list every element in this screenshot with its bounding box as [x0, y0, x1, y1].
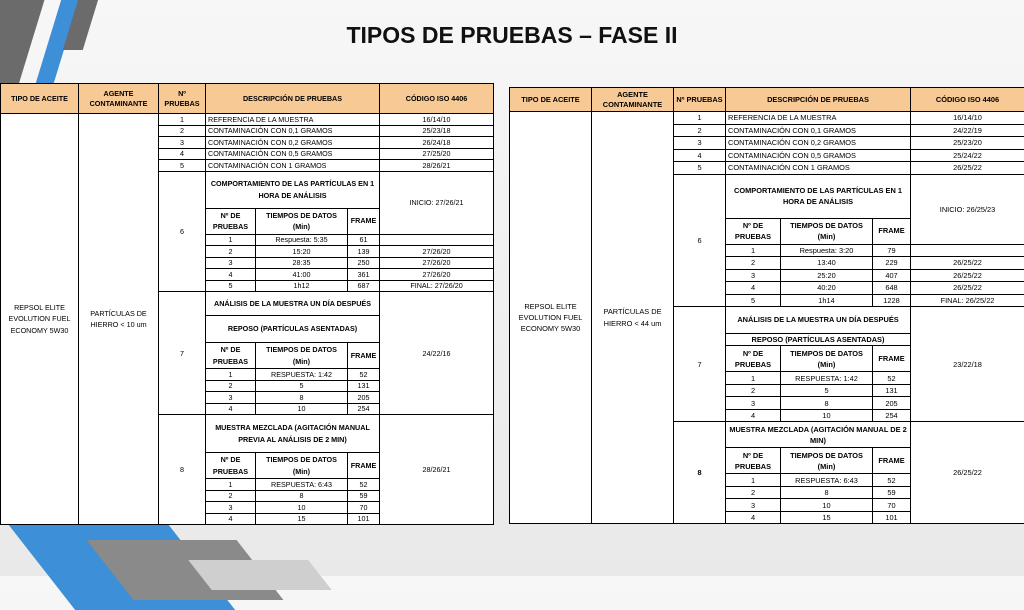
subheader-num-pruebas: Nº DE PRUEBAS — [726, 218, 781, 244]
subheader-tiempos: TIEMPOS DE DATOS (Min) — [781, 218, 873, 244]
frame-value: 254 — [348, 403, 380, 415]
time-value: 10 — [781, 409, 873, 422]
iso-code — [380, 234, 494, 246]
header-tipo-aceite: TIPO DE ACEITE — [1, 84, 79, 114]
test-description: CONTAMINACIÓN CON 0,5 GRAMOS — [726, 149, 911, 162]
header-num-pruebas: Nº PRUEBAS — [674, 88, 726, 112]
frame-value: 61 — [348, 234, 380, 246]
frame-value: 205 — [348, 392, 380, 404]
test-subtitle: REPOSO (PARTÍCULAS ASENTADAS) — [206, 316, 380, 343]
test-number: 5 — [159, 160, 206, 172]
iso-code: 25/23/20 — [911, 137, 1024, 150]
time-value: 28:35 — [256, 257, 348, 269]
header-agente: AGENTE CONTAMINANTE — [79, 84, 159, 114]
subheader-frame: FRAME — [348, 343, 380, 369]
test-title: ANÁLISIS DE LA MUESTRA UN DÍA DESPUÉS — [726, 307, 911, 334]
iso-code: INICIO: 26/25/23 — [911, 174, 1024, 244]
test-description: CONTAMINACIÓN CON 0,1 GRAMOS — [726, 124, 911, 137]
time-value: RESPUESTA: 6:43 — [781, 474, 873, 487]
sub-test-number: 3 — [206, 257, 256, 269]
decorative-stripe — [188, 560, 331, 590]
frame-value: 52 — [873, 372, 911, 385]
oil-type: REPSOL ELITE EVOLUTION FUEL ECONOMY 5W30 — [1, 114, 79, 525]
test-number: 4 — [159, 148, 206, 160]
time-value: RESPUESTA: 1:42 — [781, 372, 873, 385]
test-number: 5 — [674, 162, 726, 175]
test-title: MUESTRA MEZCLADA (AGITACIÓN MANUAL DE 2 MIN) — [726, 422, 911, 448]
iso-code: 26/25/22 — [911, 269, 1024, 282]
header-codigo-iso: CÓDIGO ISO 4406 — [380, 84, 494, 114]
subheader-num-pruebas: Nº DE PRUEBAS — [726, 346, 781, 372]
test-number: 2 — [674, 124, 726, 137]
sub-test-number: 3 — [206, 502, 256, 514]
sub-test-number: 4 — [206, 403, 256, 415]
time-value: 8 — [256, 392, 348, 404]
time-value: 40:20 — [781, 282, 873, 295]
time-value: Respuesta: 5:35 — [256, 234, 348, 246]
test-description: CONTAMINACIÓN CON 0,2 GRAMOS — [206, 137, 380, 149]
sub-test-number: 4 — [726, 409, 781, 422]
iso-code: 27/26/20 — [380, 257, 494, 269]
frame-value: 52 — [873, 474, 911, 487]
time-value: 5 — [781, 384, 873, 397]
frame-value: 52 — [348, 479, 380, 491]
header-row — [510, 88, 1024, 112]
sub-test-number: 4 — [206, 269, 256, 281]
subheader-frame: FRAME — [348, 208, 380, 234]
subheader-frame: FRAME — [348, 453, 380, 479]
sub-test-number: 5 — [726, 294, 781, 307]
time-value: 8 — [781, 397, 873, 410]
sub-test-number: 3 — [726, 397, 781, 410]
frame-value: 131 — [873, 384, 911, 397]
iso-code: 28/26/21 — [380, 415, 494, 525]
subheader-tiempos: TIEMPOS DE DATOS (Min) — [256, 343, 348, 369]
sub-test-number: 1 — [206, 479, 256, 491]
test-number: 8 — [159, 415, 206, 525]
test-number: 6 — [674, 174, 726, 307]
test-number: 7 — [159, 292, 206, 415]
test-title: COMPORTAMIENTO DE LAS PARTÍCULAS EN 1 HORA DE ANÁLISIS — [726, 174, 911, 218]
test-description: CONTAMINACIÓN CON 0,1 GRAMOS — [206, 125, 380, 137]
sub-test-number: 1 — [726, 474, 781, 487]
sub-test-number: 2 — [206, 490, 256, 502]
frame-value: 59 — [873, 486, 911, 499]
test-description: CONTAMINACIÓN CON 1 GRAMOS — [206, 160, 380, 172]
iso-code: 25/23/18 — [380, 125, 494, 137]
sub-test-number: 3 — [726, 269, 781, 282]
iso-code: FINAL: 26/25/22 — [911, 294, 1024, 307]
test-description: REFERENCIA DE LA MUESTRA — [206, 114, 380, 126]
test-title: COMPORTAMIENTO DE LAS PARTÍCULAS EN 1 HORA DE ANÁLISIS — [206, 171, 380, 208]
iso-code: 26/25/22 — [911, 162, 1024, 175]
sub-test-number: 1 — [206, 369, 256, 381]
iso-code: 24/22/19 — [911, 124, 1024, 137]
sub-test-number: 1 — [206, 234, 256, 246]
sub-test-number: 2 — [726, 257, 781, 270]
frame-value: 101 — [348, 513, 380, 525]
test-number: 7 — [674, 307, 726, 422]
page-title: TIPOS DE PRUEBAS – FASE II — [0, 22, 1024, 49]
time-value: RESPUESTA: 1:42 — [256, 369, 348, 381]
iso-code: 16/14/10 — [911, 112, 1024, 125]
test-number: 1 — [674, 112, 726, 125]
frame-value: 254 — [873, 409, 911, 422]
subheader-num-pruebas: Nº DE PRUEBAS — [206, 453, 256, 479]
test-number: 2 — [159, 125, 206, 137]
frame-value: 250 — [348, 257, 380, 269]
frame-value: 101 — [873, 511, 911, 524]
sub-test-number: 2 — [206, 380, 256, 392]
iso-code — [911, 244, 1024, 257]
iso-code: 26/25/22 — [911, 257, 1024, 270]
subheader-tiempos: TIEMPOS DE DATOS (Min) — [256, 453, 348, 479]
test-description: REFERENCIA DE LA MUESTRA — [726, 112, 911, 125]
oil-type: REPSOL ELITE EVOLUTION FUEL ECONOMY 5W30 — [510, 112, 592, 524]
frame-value: 229 — [873, 257, 911, 270]
test-description: CONTAMINACIÓN CON 1 GRAMOS — [726, 162, 911, 175]
sub-test-number: 1 — [726, 244, 781, 257]
table-row — [1, 114, 494, 126]
test-description: CONTAMINACIÓN CON 0,2 GRAMOS — [726, 137, 911, 150]
subheader-num-pruebas: Nº DE PRUEBAS — [206, 208, 256, 234]
header-row — [1, 84, 494, 114]
sub-test-number: 2 — [206, 246, 256, 258]
header-tipo-aceite: TIPO DE ACEITE — [510, 88, 592, 112]
time-value: 5 — [256, 380, 348, 392]
sub-test-number: 3 — [206, 392, 256, 404]
frame-value: 131 — [348, 380, 380, 392]
table-row — [510, 112, 1024, 125]
header-codigo-iso: CÓDIGO ISO 4406 — [911, 88, 1024, 112]
frame-value: 687 — [348, 280, 380, 292]
test-number: 3 — [159, 137, 206, 149]
sub-test-number: 2 — [726, 384, 781, 397]
subheader-frame: FRAME — [873, 346, 911, 372]
frame-value: 70 — [873, 499, 911, 512]
frame-value: 648 — [873, 282, 911, 295]
subheader-tiempos: TIEMPOS DE DATOS (Min) — [256, 208, 348, 234]
sub-test-number: 1 — [726, 372, 781, 385]
time-value: 1h14 — [781, 294, 873, 307]
test-number: 8 — [674, 422, 726, 524]
frame-value: 139 — [348, 246, 380, 258]
time-value: 15 — [781, 511, 873, 524]
subheader-num-pruebas: Nº DE PRUEBAS — [206, 343, 256, 369]
iso-code: 27/26/20 — [380, 269, 494, 281]
iso-code: 23/22/18 — [911, 307, 1024, 422]
header-agente: AGENTE CONTAMINANTE — [592, 88, 674, 112]
header-descripcion: DESCRIPCIÓN DE PRUEBAS — [726, 88, 911, 112]
header-descripcion: DESCRIPCIÓN DE PRUEBAS — [206, 84, 380, 114]
test-subtitle: REPOSO (PARTÍCULAS ASENTADAS) — [726, 334, 911, 346]
iso-code: 28/26/21 — [380, 160, 494, 172]
subheader-tiempos: TIEMPOS DE DATOS (Min) — [781, 448, 873, 474]
subheader-frame: FRAME — [873, 448, 911, 474]
test-description: CONTAMINACIÓN CON 0,5 GRAMOS — [206, 148, 380, 160]
iso-code: 16/14/10 — [380, 114, 494, 126]
time-value: 15:20 — [256, 246, 348, 258]
frame-value: 407 — [873, 269, 911, 282]
iso-code: 25/24/22 — [911, 149, 1024, 162]
subheader-tiempos: TIEMPOS DE DATOS (Min) — [781, 346, 873, 372]
test-table-right — [509, 87, 1024, 524]
time-value: RESPUESTA: 6:43 — [256, 479, 348, 491]
sub-test-number: 5 — [206, 280, 256, 292]
time-value: 8 — [256, 490, 348, 502]
frame-value: 52 — [348, 369, 380, 381]
test-title: MUESTRA MEZCLADA (AGITACIÓN MANUAL PREVIA AL ANÁLISIS DE 2 MIN) — [206, 415, 380, 453]
test-number: 3 — [674, 137, 726, 150]
iso-code: 26/24/18 — [380, 137, 494, 149]
time-value: 25:20 — [781, 269, 873, 282]
test-title: ANÁLISIS DE LA MUESTRA UN DÍA DESPUÉS — [206, 292, 380, 316]
test-table-left — [0, 83, 494, 525]
frame-value: 361 — [348, 269, 380, 281]
time-value: 10 — [256, 502, 348, 514]
test-number: 6 — [159, 171, 206, 292]
iso-code: INICIO: 27/26/21 — [380, 171, 494, 234]
test-number: 4 — [674, 149, 726, 162]
time-value: 15 — [256, 513, 348, 525]
iso-code: 24/22/16 — [380, 292, 494, 415]
time-value: Respuesta: 3:20 — [781, 244, 873, 257]
header-num-pruebas: Nº PRUEBAS — [159, 84, 206, 114]
subheader-num-pruebas: Nº DE PRUEBAS — [726, 448, 781, 474]
iso-code: 26/25/22 — [911, 422, 1024, 524]
frame-value: 59 — [348, 490, 380, 502]
iso-code: FINAL: 27/26/20 — [380, 280, 494, 292]
iso-code: 27/26/20 — [380, 246, 494, 258]
time-value: 8 — [781, 486, 873, 499]
time-value: 1h12 — [256, 280, 348, 292]
sub-test-number: 4 — [726, 511, 781, 524]
iso-code: 26/25/22 — [911, 282, 1024, 295]
time-value: 13:40 — [781, 257, 873, 270]
time-value: 10 — [256, 403, 348, 415]
contaminant: PARTÍCULAS DE HIERRO < 44 um — [592, 112, 674, 524]
subheader-frame: FRAME — [873, 218, 911, 244]
sub-test-number: 2 — [726, 486, 781, 499]
iso-code: 27/25/20 — [380, 148, 494, 160]
sub-test-number: 3 — [726, 499, 781, 512]
frame-value: 79 — [873, 244, 911, 257]
time-value: 41:00 — [256, 269, 348, 281]
test-number: 1 — [159, 114, 206, 126]
sub-test-number: 4 — [206, 513, 256, 525]
frame-value: 205 — [873, 397, 911, 410]
sub-test-number: 4 — [726, 282, 781, 295]
contaminant: PARTÍCULAS DE HIERRO < 10 um — [79, 114, 159, 525]
frame-value: 70 — [348, 502, 380, 514]
frame-value: 1228 — [873, 294, 911, 307]
time-value: 10 — [781, 499, 873, 512]
